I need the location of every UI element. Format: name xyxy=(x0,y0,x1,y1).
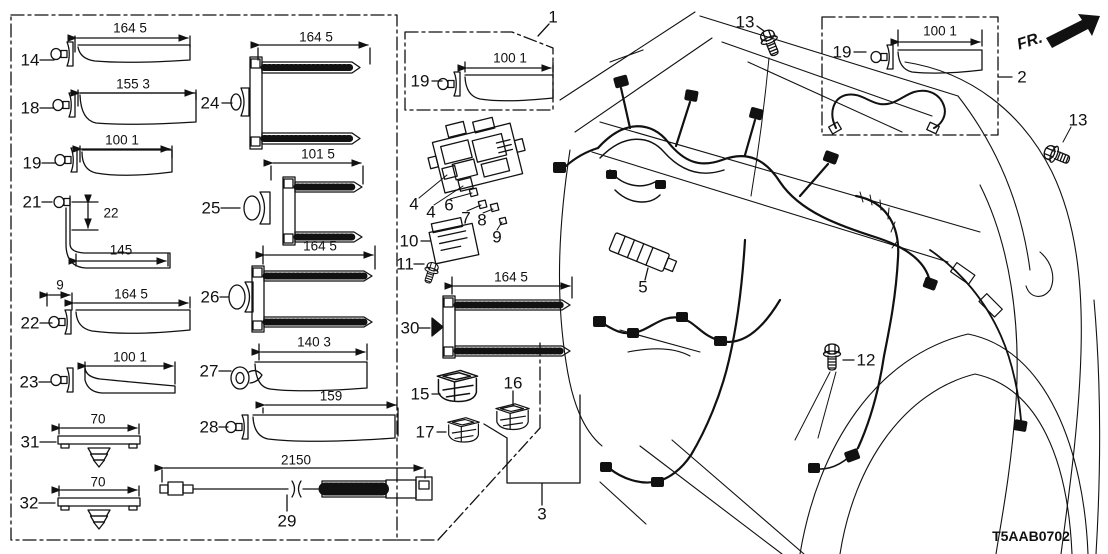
dim-19-right: 100 1 xyxy=(923,23,957,39)
callout-6-label: 6 xyxy=(444,195,454,215)
dim-25: 101 5 xyxy=(301,146,335,162)
dim-19-mid: 100 1 xyxy=(493,50,527,66)
diagram-code: T5AAB0702 xyxy=(992,528,1070,544)
dim-29: 2150 xyxy=(280,452,312,468)
callout-25-label: 25 xyxy=(201,198,221,218)
callout-4a-label: 4 xyxy=(409,194,419,214)
callout-19-right-label: 19 xyxy=(832,42,852,62)
callout-21-label: 21 xyxy=(22,192,42,212)
group-bolts xyxy=(751,23,1072,440)
group-center-parts xyxy=(414,24,580,505)
dim-32: 70 xyxy=(90,474,106,490)
dim-26: 164 5 xyxy=(303,238,337,254)
dim-28: 159 xyxy=(319,388,343,404)
callout-23-label: 23 xyxy=(19,372,39,392)
dim-18: 155 3 xyxy=(116,76,150,92)
callout-27-label: 27 xyxy=(199,361,219,381)
dim-22: 164 5 xyxy=(114,286,148,302)
callout-19-left-label: 19 xyxy=(22,153,42,173)
callout-17-label: 17 xyxy=(415,422,435,442)
callout-9-label: 9 xyxy=(492,227,502,247)
callout-13-top-label: 13 xyxy=(735,12,755,32)
fr-direction-label: FR. xyxy=(1014,29,1045,54)
callout-1-label: 1 xyxy=(548,7,558,27)
callout-24-label: 24 xyxy=(200,93,220,113)
fr-arrow-icon xyxy=(1046,14,1100,48)
callout-22-label: 22 xyxy=(20,313,40,333)
callout-11-label: 11 xyxy=(396,254,414,274)
callout-26-label: 26 xyxy=(200,287,220,307)
dim-21-height: 22 xyxy=(103,205,119,221)
dim-24: 164 5 xyxy=(299,29,333,45)
group-item5 xyxy=(609,232,678,275)
callout-4b-label: 4 xyxy=(426,202,436,222)
callout-10-label: 10 xyxy=(399,231,419,251)
callout-3-label: 3 xyxy=(537,504,547,524)
dim-19-left: 100 1 xyxy=(105,132,139,148)
dim-14: 164 5 xyxy=(113,20,147,36)
callout-29-label: 29 xyxy=(277,511,297,531)
callout-30-label: 30 xyxy=(400,318,420,338)
dim-23: 100 1 xyxy=(113,349,147,365)
callout-2-label: 2 xyxy=(1017,67,1027,87)
dim-31: 70 xyxy=(90,411,106,427)
callout-18-label: 18 xyxy=(20,98,40,118)
callout-19-mid-label: 19 xyxy=(410,71,430,91)
callout-7-label: 7 xyxy=(461,208,471,228)
dim-27: 140 3 xyxy=(297,334,331,350)
callout-28-label: 28 xyxy=(199,417,219,437)
callout-15-label: 15 xyxy=(410,384,430,404)
callout-8-label: 8 xyxy=(477,210,487,230)
group-mid-parts xyxy=(160,45,432,511)
group-box2-parts xyxy=(829,30,982,134)
callout-31-label: 31 xyxy=(20,432,40,452)
callout-32-label: 32 xyxy=(19,493,39,513)
callout-14-label: 14 xyxy=(20,50,40,70)
callout-16-label: 16 xyxy=(503,373,523,393)
callout-13-right-label: 13 xyxy=(1068,110,1088,130)
dim-22-offset: 9 xyxy=(56,277,64,293)
callout-12-label: 12 xyxy=(856,350,876,370)
dim-21: 145 xyxy=(109,242,133,258)
group-main-harness xyxy=(553,74,1028,487)
dim-30: 164 5 xyxy=(494,269,528,285)
callout-5-label: 5 xyxy=(638,277,648,297)
